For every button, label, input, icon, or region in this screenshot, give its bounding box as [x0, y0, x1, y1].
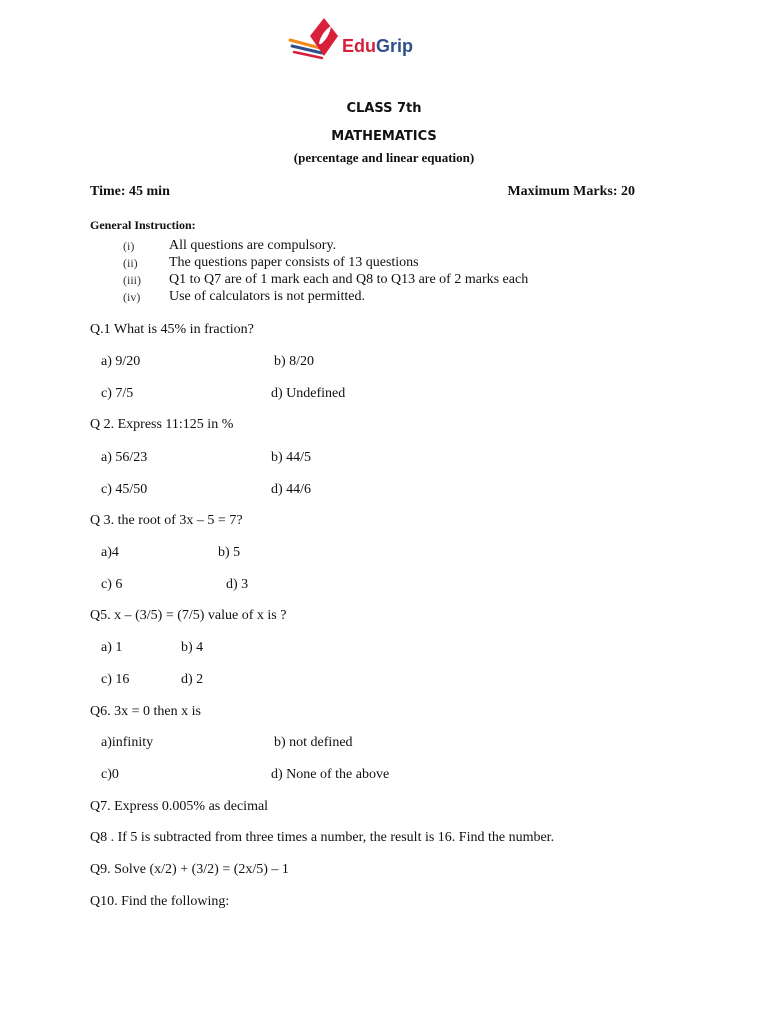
option: c) 45/50 [101, 482, 148, 497]
class-title: CLASS 7th [346, 101, 422, 116]
instruction-number: (iii) [123, 273, 141, 287]
option: b) not defined [274, 735, 353, 750]
question-text: Q10. Find the following: [90, 894, 230, 909]
question-text: Q 2. Express 11:125 in % [90, 417, 234, 432]
option: c) 16 [101, 672, 130, 687]
instructions-heading: General Instruction: [90, 218, 196, 232]
question-text: Q 3. the root of 3x – 5 = 7? [90, 513, 243, 528]
instruction-number: (i) [123, 239, 135, 253]
option: b) 8/20 [274, 354, 315, 369]
option: a)infinity [101, 735, 154, 750]
subject-title: MATHEMATICS [331, 129, 437, 144]
option: c) 7/5 [101, 386, 134, 401]
option: c)0 [101, 767, 119, 782]
option: d) 44/6 [271, 482, 312, 497]
option: a) 1 [101, 640, 123, 655]
option: a) 56/23 [101, 450, 148, 465]
topic-subtitle: (percentage and linear equation) [293, 150, 475, 165]
brand-name-part2: Grip [376, 36, 414, 56]
option: a) 9/20 [101, 354, 141, 369]
max-marks-label: Maximum Marks: 20 [507, 184, 635, 199]
instruction-text: Q1 to Q7 are of 1 mark each and Q8 to Q13 are of 2 marks each [169, 272, 529, 287]
instruction-number: (iv) [123, 290, 141, 304]
question-text: Q6. 3x = 0 then x is [90, 704, 201, 719]
question-text: Q.1 What is 45% in fraction? [90, 322, 254, 337]
option: d) 3 [226, 577, 249, 592]
option: d) 2 [181, 672, 204, 687]
option: b) 4 [181, 640, 204, 655]
instruction-text: All questions are compulsory. [169, 238, 337, 253]
option: d) None of the above [271, 767, 390, 782]
time-label: Time: 45 min [90, 184, 170, 199]
option: d) Undefined [271, 386, 346, 401]
brand-name-part1: Edu [342, 36, 376, 56]
question-text: Q8 . If 5 is subtracted from three times a number, the result is 16. Find the number. [90, 830, 555, 845]
question-text: Q9. Solve (x/2) + (3/2) = (2x/5) – 1 [90, 862, 289, 877]
instruction-text: The questions paper consists of 13 questions [169, 255, 419, 270]
option: c) 6 [101, 577, 123, 592]
question-text: Q5. x – (3/5) = (7/5) value of x is ? [90, 608, 287, 623]
brand-name [342, 36, 413, 57]
option: a)4 [101, 545, 119, 560]
option: b) 5 [218, 545, 241, 560]
instruction-text: Use of calculators is not permitted. [169, 289, 365, 304]
option: b) 44/5 [271, 450, 312, 465]
question-text: Q7. Express 0.005% as decimal [90, 799, 269, 814]
instruction-number: (ii) [123, 256, 138, 270]
